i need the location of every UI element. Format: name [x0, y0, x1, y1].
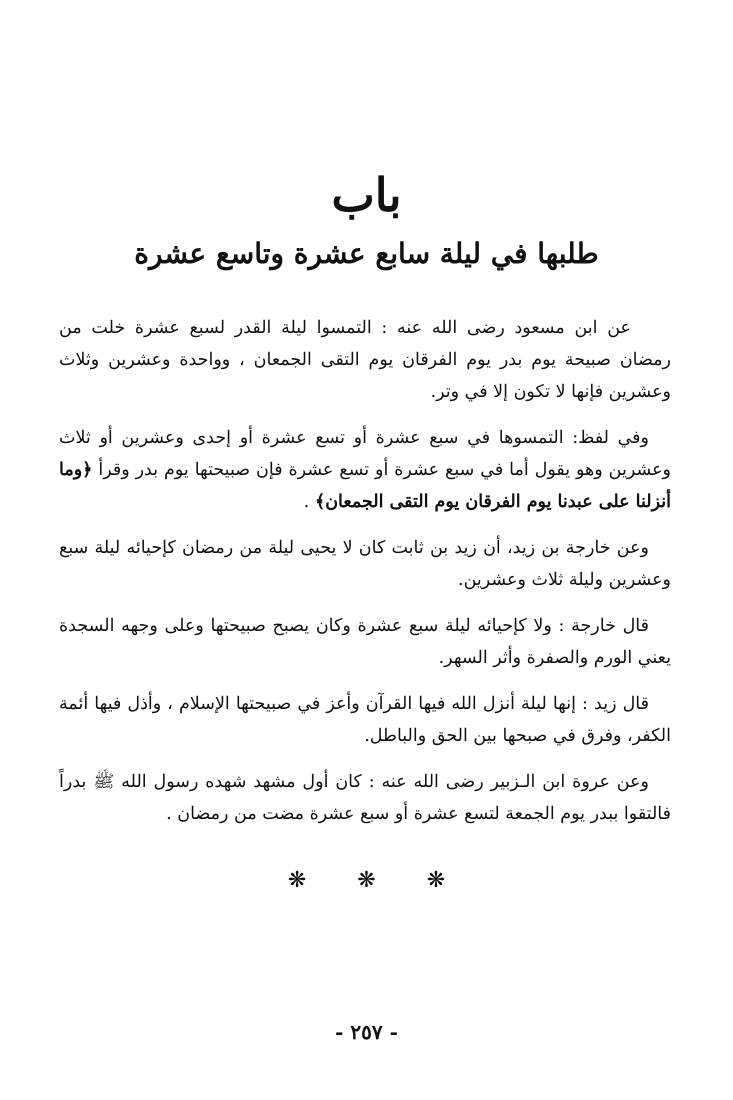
star-ornament-icon: ❋: [287, 868, 307, 893]
section-separator: [0, 868, 733, 893]
chapter-subheading: طلبها في ليلة سابع عشرة وتاسع عشرة: [134, 237, 599, 270]
paragraph: قال خارجة : ولا كإحيائه ليلة سبع عشرة وكان يصبح صبيحتها وعلى وجهه السجدة يعني الورم والصفرة وأثر السهر.: [59, 616, 671, 668]
star-ornament-icon: ❋: [357, 868, 376, 893]
paragraph-text: وفي لفظ: التمسوها في سبع عشرة أو تسع عشرة أو إحدى وعشرين أو ثلاث وعشرين وهو يقول أما في سبع عشرة أو تسع عشرة فإن صبيحتها يوم بدر وقرأ: [59, 428, 671, 480]
chapter-heading: باب: [331, 168, 402, 222]
page-number: - ٢٥٧ -: [335, 1020, 398, 1044]
paragraph-text: .: [303, 492, 315, 512]
paragraph: عن ابن مسعود رضى الله عنه : التمسوا ليلة القدر لسبع عشرة خلت من رمضان صبيحة يوم بدر يوم الفرقان يوم التقى الجمعان ، وواحدة وعشرين وثلاث وعشرين فإنها لا تكون إلا في وتر.: [59, 318, 671, 402]
star-ornament-icon: ❋: [426, 868, 446, 893]
paragraph: وعن خارجة بن زيد، أن زيد بن ثابت كان لا يحيى ليلة من رمضان كإحيائه ليلة سبع وعشرين وليلة ثلاث وعشرين.: [59, 538, 671, 590]
paragraph: قال زيد : إنها ليلة أنزل الله فيها القرآن وأعز في صبيحتها الإسلام ، وأذل فيها أئمة الكفر، وفرق في صبحها بين الحق والباطل.: [59, 694, 671, 746]
paragraph: وعن عروة ابن الـزبير رضى الله عنه : كان أول مشهد شهده رسول الله ﷺ بدراً فالتقوا ببدر يوم الجمعة لتسع عشرة أو سبع عشرة مضت من رمضان .: [59, 772, 671, 824]
paragraph: [59, 422, 671, 518]
body-text: [59, 312, 671, 844]
quran-quote: ﴿وما أنزلنا على عبدنا يوم الفرقان يوم التقى الجمعان﴾: [59, 460, 671, 512]
